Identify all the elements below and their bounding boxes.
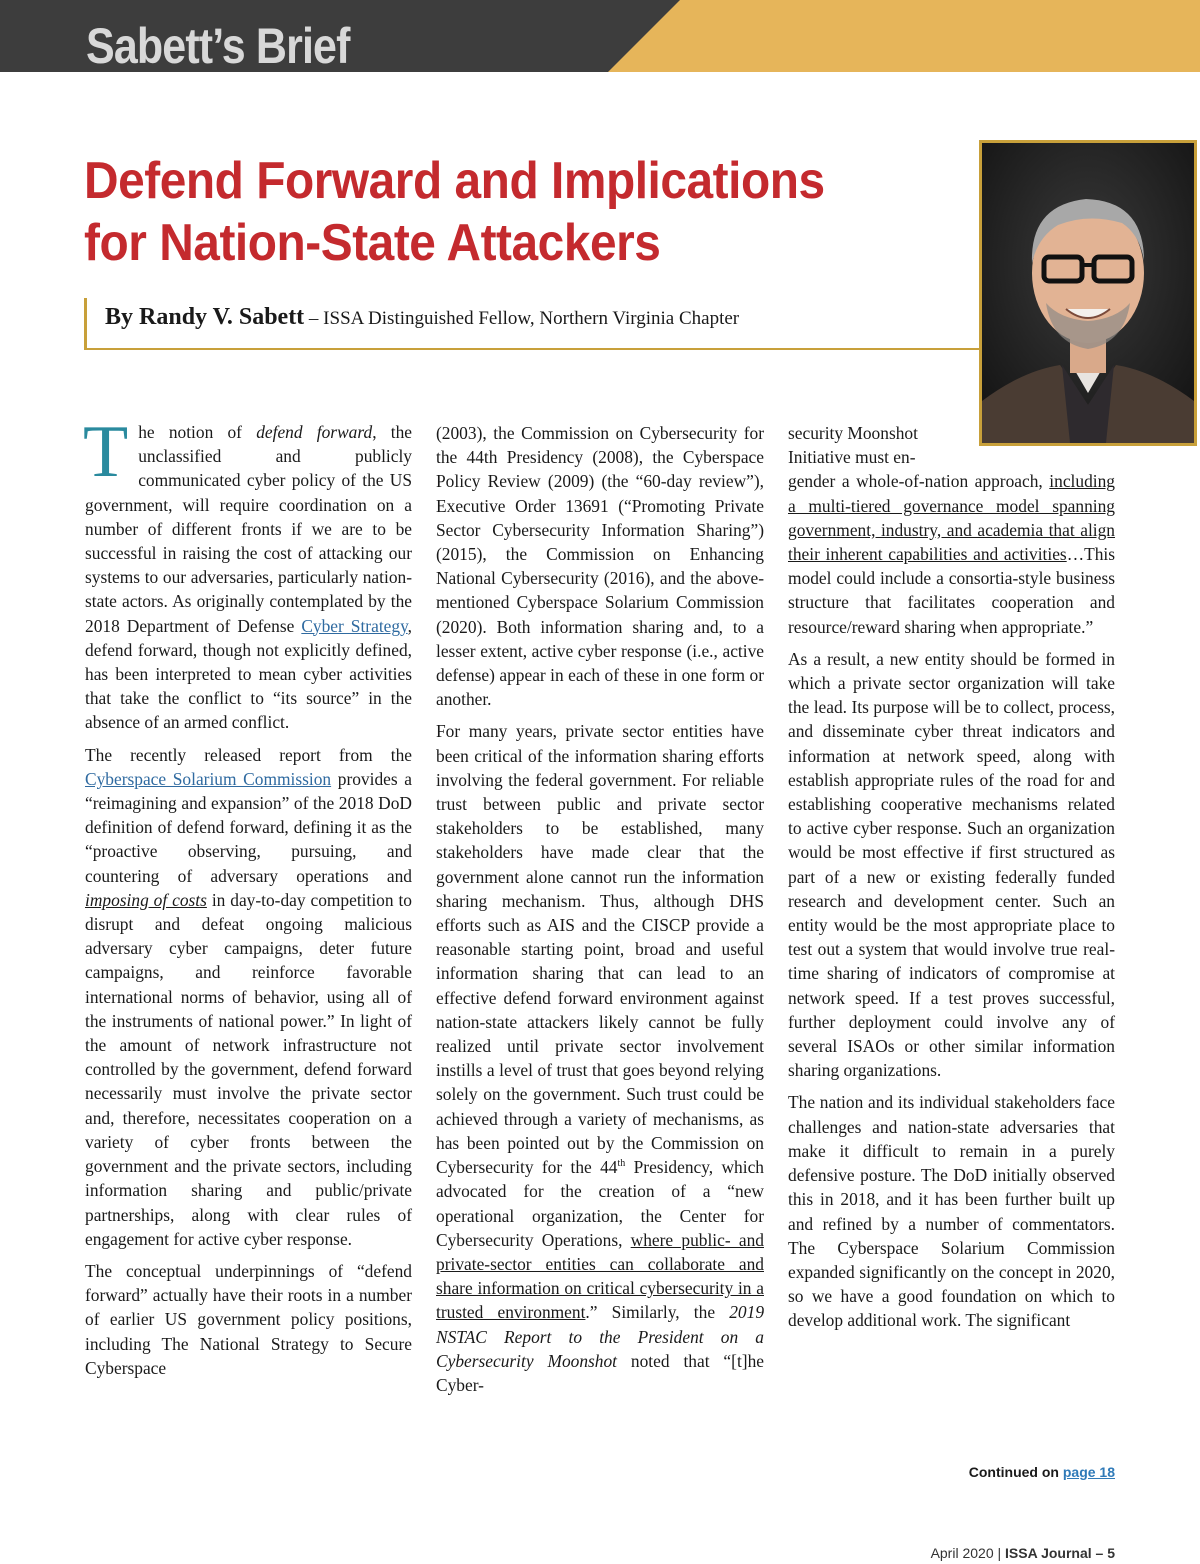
text-run: security Moonshot (788, 423, 918, 443)
text-run: , the unclassified and publicly communicated cyber policy of the US government, will require coordination on a number of different fronts if we are to be successful in raising the cost of attacking our systems to our adversaries, particularly nation-state actors. As originally contemplated by the 2018 Department of Defense (85, 422, 412, 636)
headline-line-2: for Nation-State Attackers (84, 214, 661, 272)
byline (105, 304, 739, 331)
paragraph (436, 719, 764, 1397)
header-band (0, 0, 1200, 72)
text-run: .” Similarly, the (585, 1302, 730, 1323)
author-photo (979, 140, 1197, 446)
article-column-3 (788, 421, 1115, 1341)
text-run: For many years, private sector entities have been critical of the information sharing efforts involving the federal government. For reliable trust between public and private sector stakeholders to be established, many stakeholders have made clear that the government alone cannot run the information sharing mechanism. Thus, although DHS efforts such as AIS and the CISCP provide a reasonable starting point, broad and useful information sharing that can lead to an effective defend forward environment against nation-state attackers likely cannot be fully realized until private sector involvement instills a level of trust that goes beyond relying solely on the government. Such trust could be achieved through a variety of mechanisms, as has been pointed out by the Commission on Cybersecurity for the 44 (436, 721, 764, 1178)
text-run: The recently released report from the (85, 744, 412, 765)
emphasis-text: imposing of costs (85, 889, 207, 910)
underlined-quote: including a multi-tiered governance model spanning government, industry, and academia that align their inherent capabilities and activities (788, 471, 1115, 565)
paragraph: The conceptual underpinnings of “defend forward” actually have their roots in a number of earlier US government policy positions, including The National Strategy to Secure Cyberspace (85, 1260, 412, 1378)
continued-label: Continued on (968, 1464, 1063, 1480)
headline-line-1: Defend Forward and Implications (84, 152, 825, 210)
text-run: in day-to-day competition to disrupt and defeat ongoing malicious adversary cyber campaigns, deter future campaigns, and reinforce favorable international norms of behavior, using all of the instruments of national power.” In light of the amount of network infrastructure not controlled by the government, defend forward necessarily must involve the private sector and, therefore, necessitates cooperation on a variety of cyber fronts between the government and the private sectors, including information sharing and public/private partnerships, along with clear rules of engagement for active cyber response. (85, 889, 412, 1249)
byline-author: By Randy V. Sabett (105, 304, 305, 330)
byline-frame (84, 298, 983, 350)
underlined-quote: where public- and private-sector entities can collaborate and share information on critical cybersecurity in a trusted environment (436, 1229, 764, 1323)
superscript: th (617, 1158, 626, 1170)
drop-cap: T (83, 411, 129, 493)
footer-journal: ISSA Journal – 5 (1005, 1545, 1115, 1561)
text-run: gender a whole-of-nation approach, (788, 471, 1050, 492)
column-title: Sabett’s Brief (86, 18, 350, 74)
footer-date: April 2020 | (930, 1545, 1006, 1561)
byline-affiliation: – ISSA Distinguished Fellow, Northern Virginia Chapter (304, 308, 740, 329)
paragraph: (2003), the Commission on Cybersecurity for the 44th Presidency (2008), the Cyberspace Policy Review (2009) (the “60-day review”), Executive Order 13691 (“Promoting Private Sector Cybersecurity Information Sharing”) (2015), the Commission on Enhancing National Cybersecurity (2016), and the above-mentioned Cyberspace Solarium Commission (2020). Both information sharing and, to a lesser extent, active cyber response (i.e., active defense) appear in each of these in one form or another. (436, 423, 764, 710)
article-headline (84, 150, 964, 274)
paragraph (83, 411, 412, 735)
article-column-2 (436, 421, 764, 1405)
text-run: noted that “[t]he Cyber- (436, 1350, 764, 1395)
author-portrait-icon (982, 143, 1194, 443)
cyber-strategy-link[interactable]: Cyber Strategy (301, 615, 408, 636)
paragraph (788, 421, 1115, 639)
emphasis-text: defend forward (256, 422, 373, 442)
continued-page-link[interactable]: page 18 (1062, 1464, 1115, 1480)
paragraph: The nation and its individual stakeholders face challenges and nation-state adversaries that make it difficult to remain in a purely defensive posture. The DoD initially observed this in 2018, and it has been further built up and refined by a number of commentators. The Cyberspace Solarium Commission expanded significantly on the concept in 2020, so we have a good foundation on which to develop additional work. The significant (788, 1092, 1115, 1331)
paragraph: As a result, a new entity should be formed in which a private sector organization will take the lead. Its purpose will be to collect, process, and disseminate cyber threat indicators and information at network speed, along with establish appropriate rules of the road for and establishing cooperative mechanisms related to active cyber response. Such an organization would be most effective if first structured as part of a new or existing federally funded research and development center. Such an entity would be the most appropriate place to test out a system that would involve true real-time sharing of indicators of compromise at network speed. If a test proves successful, further deployment could involve any of several ISAOs or other similar information sharing organizations. (788, 648, 1115, 1081)
page-footer (931, 1545, 1115, 1561)
continued-note (788, 1464, 1115, 1480)
paragraph (85, 743, 412, 1251)
text-run: …This model could include a consortia-style business structure that facilitates cooperation and resource/reward sharing when appropriate.” (788, 544, 1115, 637)
text-run: provides a “reimagining and expansion” of the 2018 DoD definition of defend forward, defining it as the “proactive observing, pursuing, and countering of adversary operations and (85, 768, 412, 886)
text-run: he notion of (138, 422, 257, 442)
text-run: Initiative must en- (788, 447, 916, 468)
text-run: Presidency, which advocated for the creation of a “new operational organization, the Center for Cybersecurity Operations, (436, 1157, 764, 1250)
solarium-commission-link[interactable]: Cyberspace Solarium Commission (85, 768, 332, 789)
emphasis-text: 2019 NSTAC Report to the President on a Cybersecurity Moonshot (436, 1302, 765, 1371)
article-column-1 (83, 411, 412, 1388)
text-run: , defend forward, though not explicitly defined, has been interpreted to mean cyber activities that take the conflict to “its source” in the absence of an armed conflict. (85, 615, 412, 733)
